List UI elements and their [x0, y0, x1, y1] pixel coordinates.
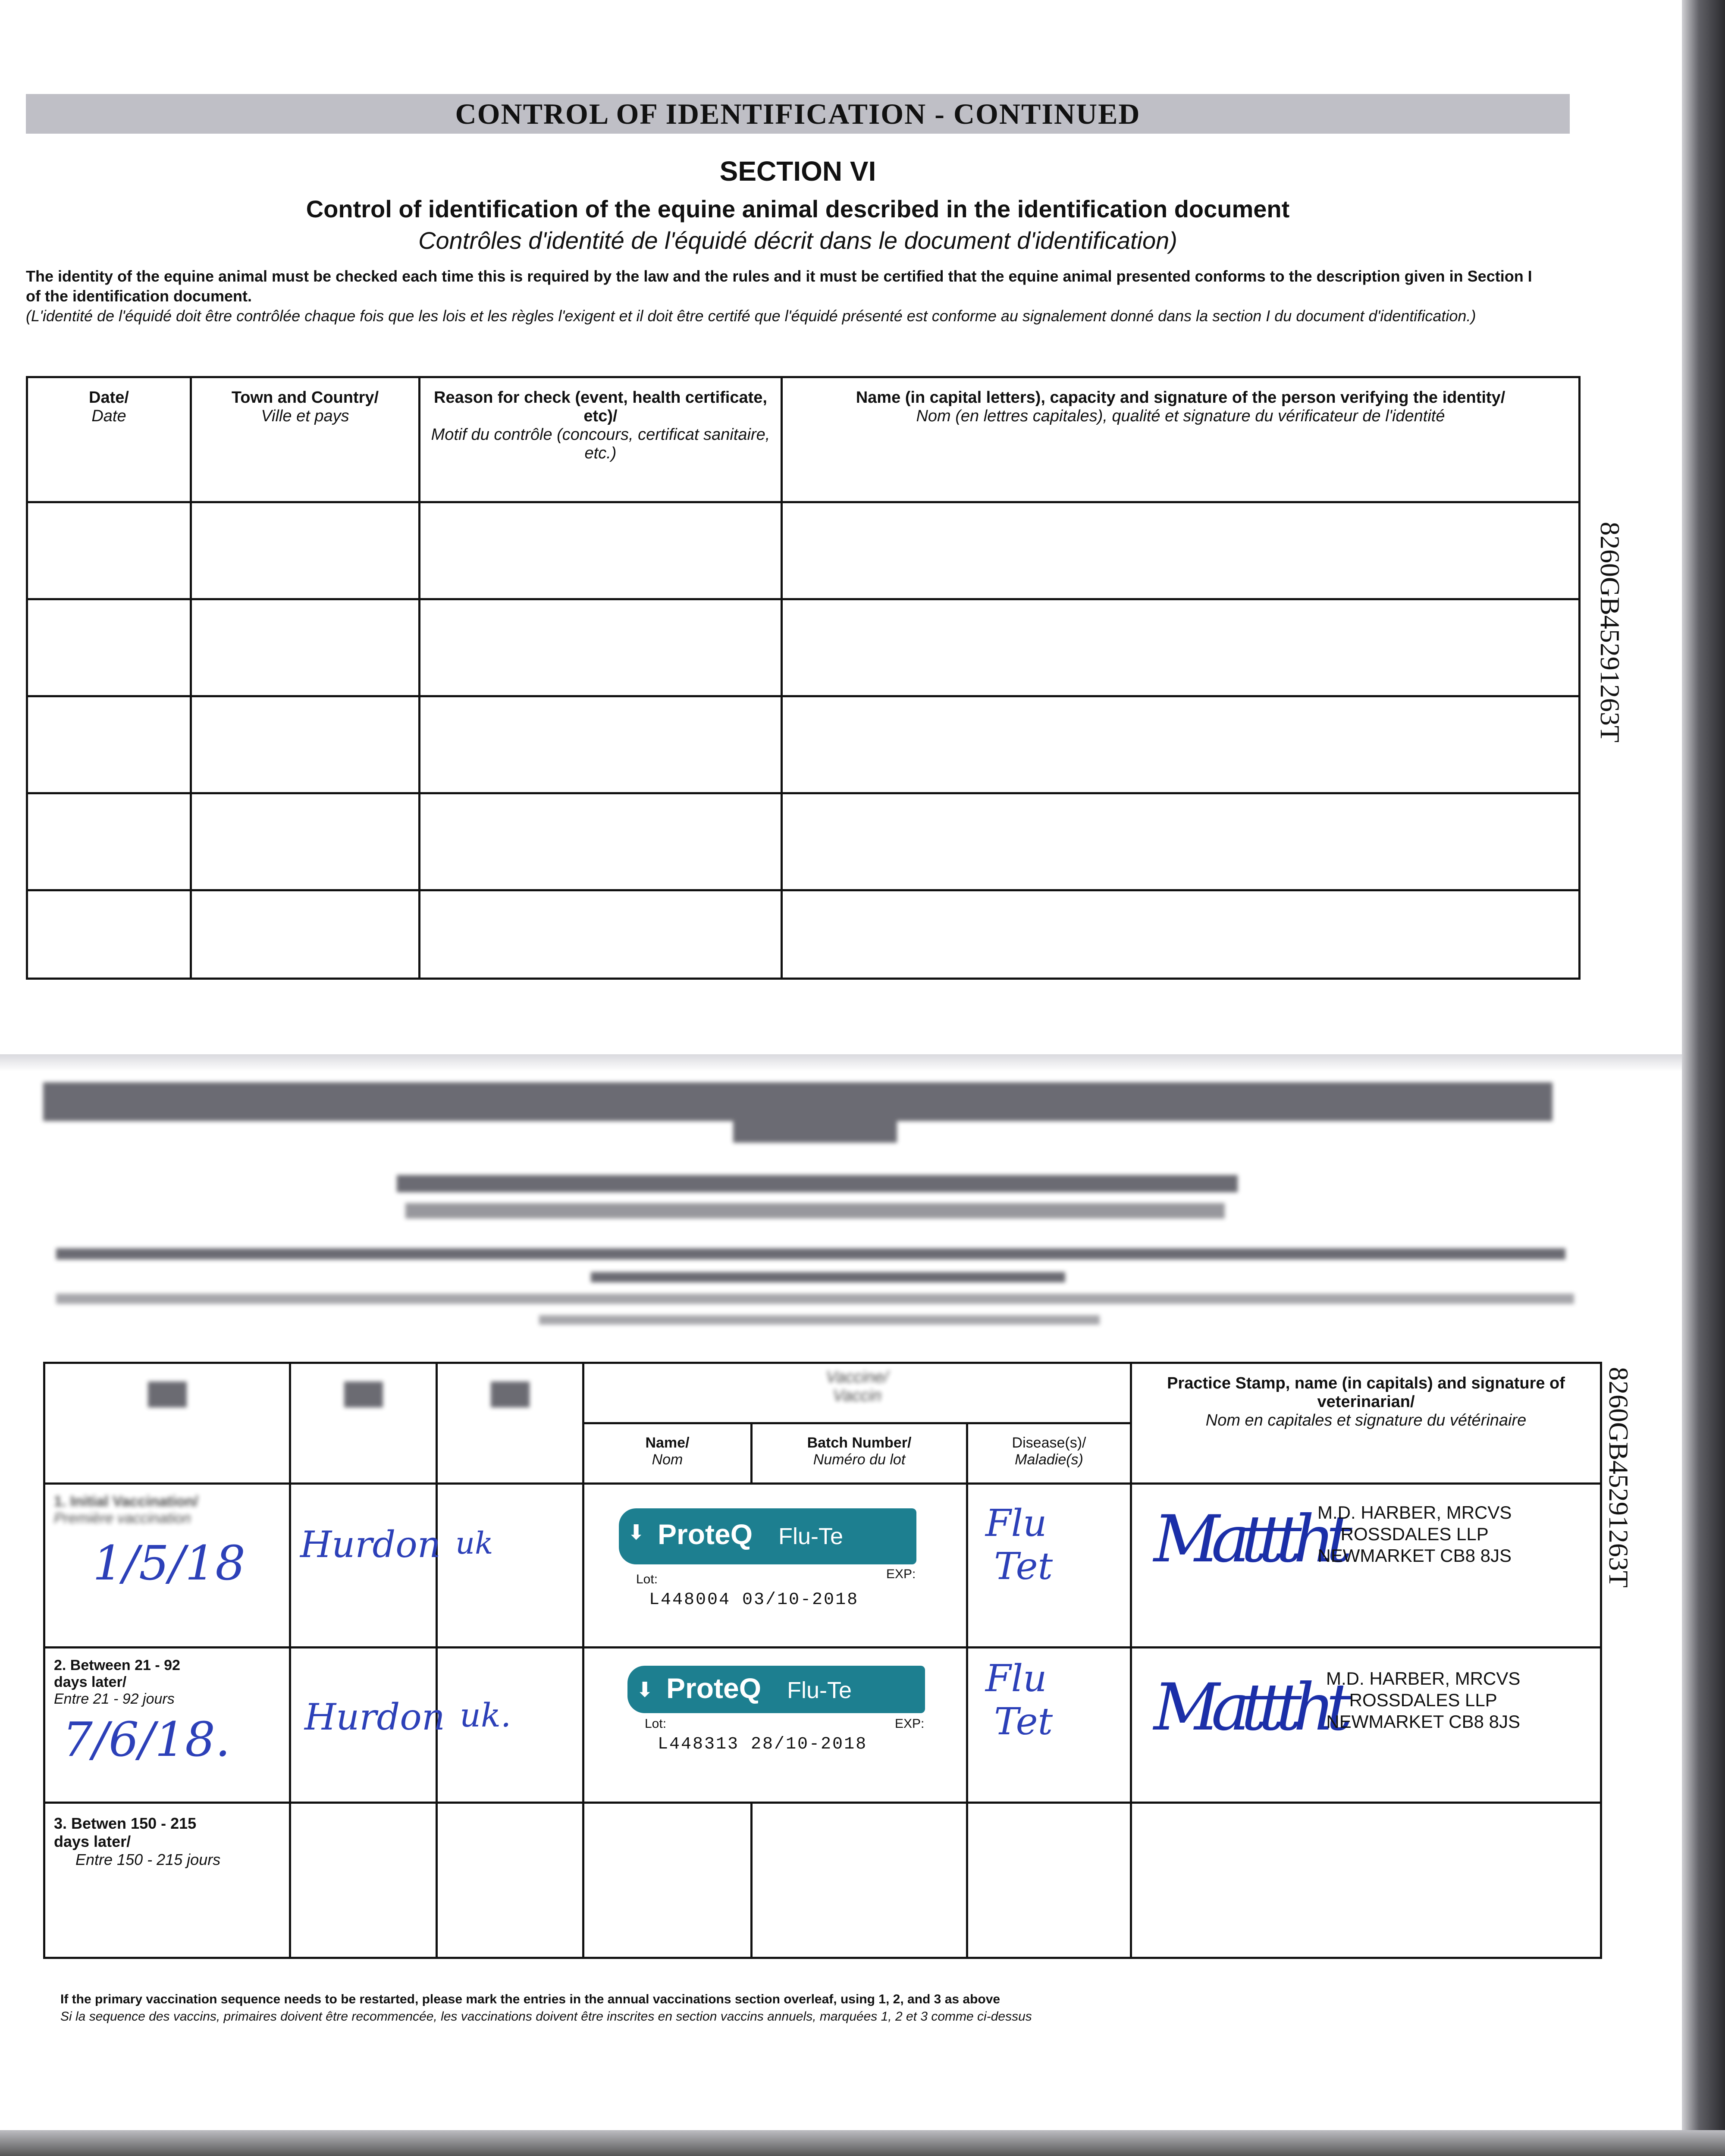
- vet-practice: ROSSDALES LLP: [1349, 1690, 1497, 1710]
- table-row: [27, 696, 1580, 793]
- subtitle-en: Control of identification of the equine animal described in the identification document: [306, 195, 1290, 222]
- vaccination-row: [44, 1803, 1601, 1958]
- vaccination-date-cell[interactable]: [44, 1484, 290, 1648]
- lot-label: Lot:: [636, 1572, 658, 1586]
- vaccine-brand: ProteQ: [658, 1518, 753, 1550]
- col-stamp-en: Practice Stamp, name (in capitals) and signature of veterinarian/: [1167, 1374, 1565, 1411]
- vaccine-sticker: [627, 1666, 929, 1782]
- passport-number-lower: 8260GB45291263T: [1603, 1367, 1634, 1588]
- vaccination-place-cell[interactable]: [290, 1648, 445, 1803]
- handwritten-disease-tet: Tet: [994, 1700, 1053, 1743]
- table-cell[interactable]: [782, 696, 1580, 793]
- vaccine-name-cell[interactable]: [583, 1803, 752, 1958]
- vet-signature-cell[interactable]: [1131, 1648, 1601, 1803]
- vaccination-row: [44, 1648, 1601, 1803]
- col-vaccine-fr: Vaccin: [833, 1387, 881, 1405]
- table-cell[interactable]: [420, 502, 782, 599]
- vaccination-date-cell[interactable]: [44, 1803, 290, 1958]
- vaccination-disease-cell[interactable]: [967, 1648, 1131, 1803]
- col-country-blurred: [437, 1363, 583, 1484]
- passport-number-upper: 8260GB452912​63T: [1595, 522, 1625, 743]
- sticker-band: [619, 1508, 916, 1564]
- vet-signature-cell[interactable]: [1131, 1803, 1601, 1958]
- subtitle-fr: Contrôles d'identité de l'équidé décrit dans le document d'identification): [418, 227, 1177, 254]
- col-verifier-fr: Nom (en lettres capitales), qualité et signature du vérificateur de l'identité: [916, 407, 1445, 425]
- col-batch-en: Batch Number/: [807, 1435, 912, 1451]
- table-cell[interactable]: [782, 793, 1580, 890]
- exp-label: EXP:: [886, 1567, 916, 1581]
- vaccination-date-cell[interactable]: [44, 1648, 290, 1803]
- handwritten-country: uk.: [460, 1696, 511, 1734]
- table-row: [27, 793, 1580, 890]
- col-town-country: [191, 377, 420, 502]
- col-reason-en: Reason for check (event, health certificate, etc)/: [434, 389, 767, 425]
- table-cell[interactable]: [420, 890, 782, 979]
- table-header-row: [27, 377, 1580, 502]
- handwritten-place: Hurdon: [304, 1696, 445, 1738]
- vet-address: NEWMARKET CB8 8JS: [1317, 1545, 1512, 1566]
- col-vaccine-name: [583, 1423, 752, 1484]
- col-stamp-fr: Nom en capitales et signature du vétérinaire: [1205, 1411, 1527, 1429]
- sticker-band: [627, 1666, 925, 1713]
- col-name-fr: Nom: [652, 1451, 683, 1468]
- vaccine-brand: ProteQ: [666, 1672, 762, 1704]
- vet-stamp: [1326, 1668, 1520, 1733]
- vaccination-country-cell[interactable]: [437, 1484, 583, 1648]
- vaccine-batch-cell[interactable]: [752, 1803, 967, 1958]
- blurred-subtitle-fr: [405, 1203, 1225, 1219]
- table-cell[interactable]: [27, 696, 191, 793]
- vaccination-country-cell[interactable]: [437, 1803, 583, 1958]
- table-cell[interactable]: [191, 890, 420, 979]
- identity-check-table: [26, 376, 1581, 980]
- blurred-intro-line2: [591, 1272, 1065, 1282]
- col-date: [27, 377, 191, 502]
- vet-stamp: [1317, 1502, 1512, 1567]
- row-label-fr: Première vaccination: [54, 1510, 191, 1526]
- table-row: [27, 502, 1580, 599]
- vaccine-header-row-1: [44, 1363, 1601, 1423]
- handwritten-date: 7/6/18.: [63, 1712, 231, 1767]
- footer-note-en: If the primary vaccination sequence needs to be restarted, please mark the entries in the annual vaccinations section overleaf, using 1, 2, and 3 as above: [60, 1992, 1000, 2006]
- table-cell[interactable]: [27, 793, 191, 890]
- drop-icon: ⬇: [636, 1679, 654, 1702]
- col-disease-en: Disease(s)/: [1012, 1435, 1086, 1451]
- table-cell[interactable]: [782, 502, 1580, 599]
- handwritten-place: Hurdon: [300, 1523, 441, 1566]
- table-cell[interactable]: [191, 793, 420, 890]
- exp-label: EXP:: [895, 1717, 925, 1731]
- col-town-fr: Ville et pays: [261, 407, 349, 425]
- vaccine-sticker-cell[interactable]: [583, 1484, 967, 1648]
- col-date-en: Date/: [89, 389, 129, 407]
- handwritten-disease-flu: Flu: [985, 1657, 1047, 1700]
- table-cell[interactable]: [191, 599, 420, 696]
- vaccination-row: [44, 1484, 1601, 1648]
- book-bottom-edge: [0, 2130, 1725, 2156]
- col-date-blurred: [44, 1363, 290, 1484]
- col-verifier: [782, 377, 1580, 502]
- col-reason: [420, 377, 782, 502]
- vet-name: M.D. HARBER, MRCVS: [1317, 1502, 1512, 1523]
- col-vaccine: [583, 1363, 1131, 1423]
- table-cell[interactable]: [191, 502, 420, 599]
- vaccine-sticker: [619, 1508, 921, 1625]
- row-label-fr: Entre 150 - 215 jours: [75, 1851, 221, 1868]
- lot-exp-value: L448313 28/10-2018: [658, 1735, 868, 1754]
- row-label-en: 1. Initial Vaccination/: [54, 1493, 198, 1510]
- page-fold: [0, 1054, 1690, 1072]
- lot-label: Lot:: [645, 1717, 667, 1731]
- row-label-en: 3. Betwen 150 - 215 days later/: [54, 1814, 197, 1850]
- col-batch-number: [752, 1423, 967, 1484]
- col-place-blurred: [290, 1363, 437, 1484]
- table-row: [27, 599, 1580, 696]
- col-date-fr: Date: [91, 407, 126, 425]
- vaccination-place-cell[interactable]: [290, 1484, 441, 1648]
- table-cell[interactable]: [420, 696, 782, 793]
- vaccination-table: [43, 1362, 1602, 1959]
- section-banner: [26, 94, 1570, 134]
- table-cell[interactable]: [27, 890, 191, 979]
- intro-fr: (L'identité de l'équidé doit être contrôlée chaque fois que les lois et les règles l'exigent et il doit être certifé que l'équidé présenté est conforme au signalement donné dans la section I du document d'identification.): [26, 307, 1476, 325]
- vaccination-disease-cell[interactable]: [967, 1484, 1131, 1648]
- vaccine-product: Flu-Te: [787, 1677, 852, 1703]
- col-reason-fr: Motif du contrôle (concours, certificat sanitaire, etc.): [431, 426, 770, 462]
- col-town-en: Town and Country/: [231, 389, 379, 407]
- handwritten-disease-tet: Tet: [994, 1545, 1053, 1588]
- row-label-en: 2. Between 21 - 92 days later/: [54, 1657, 180, 1690]
- intro-en: The identity of the equine animal must be checked each time this is required by the law and the rules and it must be certified that the equine animal presented conforms to the description given in Section I of the identification document.: [26, 267, 1532, 305]
- section-title: SECTION VI: [719, 156, 876, 187]
- col-disease: [967, 1423, 1131, 1484]
- col-verifier-en: Name (in capital letters), capacity and signature of the person verifying the identity/: [856, 389, 1505, 407]
- col-name-en: Name/: [645, 1435, 690, 1451]
- vaccine-sticker-cell[interactable]: [583, 1648, 967, 1803]
- handwritten-date: 1/5/18: [93, 1536, 246, 1591]
- table-cell[interactable]: [27, 599, 191, 696]
- handwritten-disease-flu: Flu: [985, 1502, 1047, 1545]
- vet-signature-cell[interactable]: [1131, 1484, 1601, 1648]
- vet-address: NEWMARKET CB8 8JS: [1326, 1711, 1521, 1732]
- table-row: [27, 890, 1580, 979]
- vet-signature: Matttht: [1154, 1502, 1344, 1577]
- vet-name: M.D. HARBER, MRCVS: [1326, 1668, 1521, 1689]
- table-cell[interactable]: [782, 890, 1580, 979]
- vet-practice: ROSSDALES LLP: [1340, 1524, 1489, 1544]
- handwritten-country: uk: [455, 1526, 493, 1561]
- vaccine-product: Flu-Te: [778, 1523, 844, 1549]
- row-label-fr: Entre 21 - 92 jours: [54, 1691, 175, 1707]
- col-practice-stamp: [1131, 1363, 1601, 1484]
- blurred-subtitle-en: [397, 1175, 1238, 1192]
- vaccination-country-cell[interactable]: [437, 1648, 583, 1803]
- vaccination-disease-cell[interactable]: [967, 1803, 1131, 1958]
- table-cell[interactable]: [420, 793, 782, 890]
- table-cell[interactable]: [420, 599, 782, 696]
- footer-note-fr: Si la sequence des vaccins, primaires doivent être recommencée, les vaccinations doivent être inscrites en section vaccins annuels, marquées 1, 2 et 3 comme ci-dessus: [60, 2009, 1032, 2024]
- blurred-section-title: [733, 1121, 897, 1143]
- table-cell[interactable]: [782, 599, 1580, 696]
- col-disease-fr: Maladie(s): [1015, 1451, 1083, 1468]
- lot-exp-value: L448004 03/10-2018: [649, 1590, 859, 1610]
- vet-signature: Matttht: [1154, 1670, 1344, 1745]
- col-batch-fr: Numéro du lot: [813, 1451, 906, 1468]
- table-cell[interactable]: [27, 502, 191, 599]
- blurred-intro-line1: [56, 1248, 1565, 1260]
- blurred-intro-line4: [539, 1315, 1100, 1325]
- blurred-intro-line3: [56, 1294, 1574, 1304]
- table-cell[interactable]: [191, 696, 420, 793]
- book-spine-edge: [1682, 0, 1725, 2156]
- blurred-banner: [43, 1082, 1552, 1121]
- banner-text: CONTROL OF IDENTIFICATION - CONTINUED: [455, 97, 1141, 130]
- drop-icon: ⬇: [627, 1521, 645, 1544]
- col-vaccine-en: Vaccine/: [826, 1368, 888, 1386]
- vaccination-place-cell[interactable]: [290, 1803, 437, 1958]
